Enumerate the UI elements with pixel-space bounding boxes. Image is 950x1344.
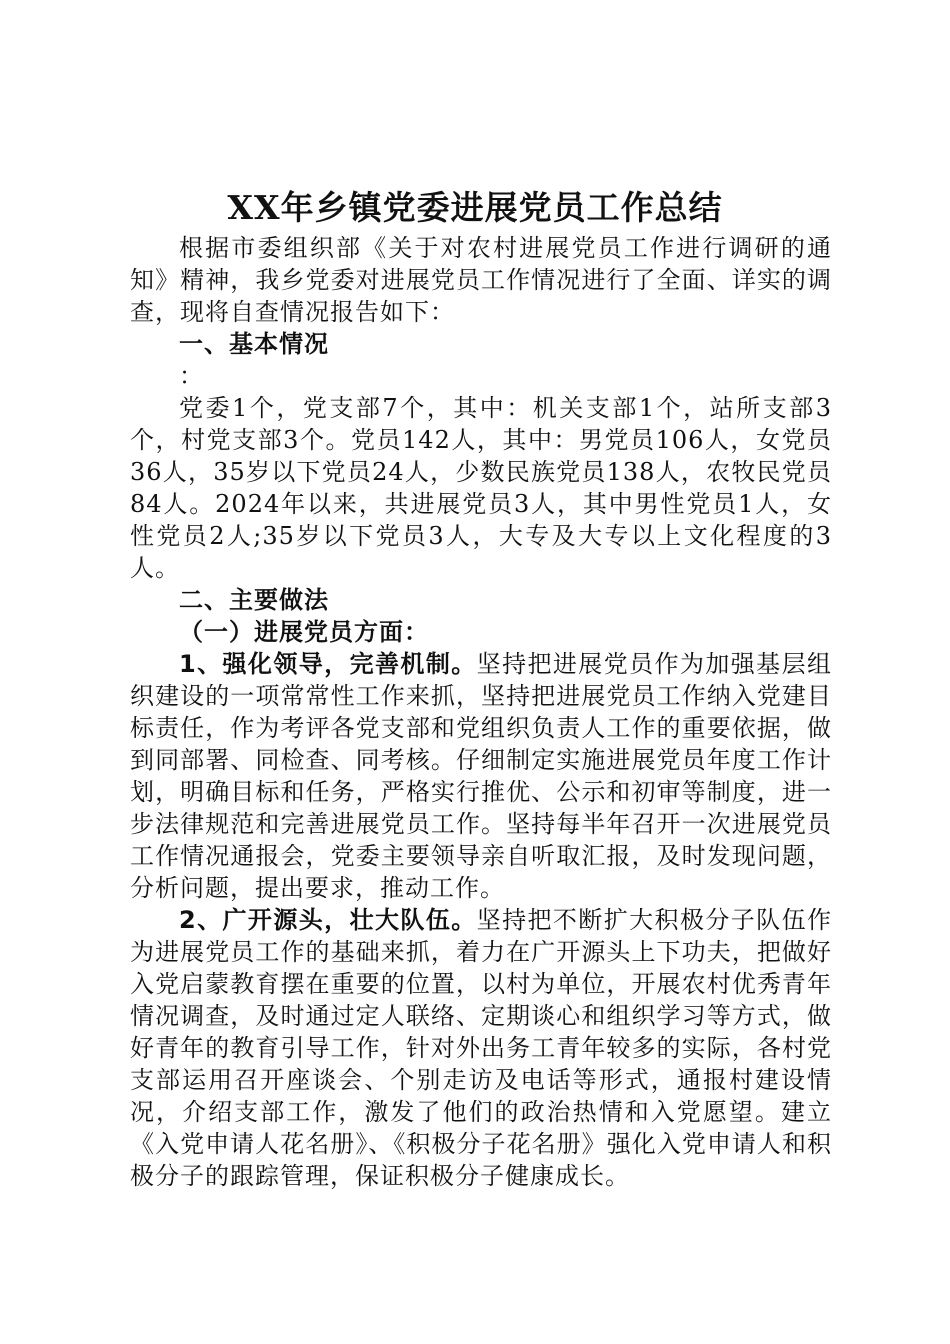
item-text-1: 坚持把进展党员作为加强基层组织建设的一项常常性工作来抓，坚持把进展党员工作纳入党建目标责任，作为考评各党支部和党组织负责人工作的重要依据，做到同部署、同检查、同考核。仔细制定实施进展党员年度工作计划，明确目标和任务，严格实行推优、公示和初审等制度，进一步法律规范和完善进展党员工作。坚持每半年召开一次进展党员工作情况通报会，党委主要领导亲自听取汇报，及时发现问题，分析问题，提出要求，推动工作。 — [130, 650, 833, 902]
section-heading-methods: 二、主要做法 — [179, 586, 329, 614]
document-body — [130, 232, 832, 1192]
item-paragraph-2 — [130, 904, 832, 1192]
item-lead-1: 1、强化领导，完善机制。 — [179, 650, 477, 678]
item-lead-2: 2、广开源头，壮大队伍。 — [179, 906, 477, 934]
section-heading-basic: 一、基本情况 — [179, 330, 329, 358]
item-paragraph-1 — [130, 648, 832, 904]
intro-paragraph: 根据市委组织部《关于对农村进展党员工作进行调研的通知》精神，我乡党委对进展党员工作情况进行了全面、详实的调查，现将自查情况报告如下： — [130, 234, 832, 326]
document-title: XX年乡镇党委进展党员工作总结 — [227, 188, 723, 227]
subsection-heading: （一）进展党员方面： — [179, 618, 429, 646]
item-text-2: 坚持把不断扩大积极分子队伍作为进展党员工作的基础来抓，着力在广开源头上下功夫，把做好入党启蒙教育摆在重要的位置，以村为单位，开展农村优秀青年情况调查，及时通过定人联络、定期谈心和组织学习等方式，做好青年的教育引导工作，针对外出务工青年较多的实际，各村党支部运用召开座谈会、个别走访及电话等形式，通报村建设情况，介绍支部工作，激发了他们的政治热情和入党愿望。建立《入党申请人花名册》、《积极分子花名册》强化入党申请人和积极分子的跟踪管理，保证积极分子健康成长。 — [130, 906, 833, 1190]
section-colon: ： — [179, 362, 204, 390]
basic-info-paragraph: 党委1个，党支部7个，其中：机关支部1个，站所支部3个，村党支部3个。党员142人，其中：男党员106人，女党员36人，35岁以下党员24人，少数民族党员138人，农牧民党员84人。2024年以来，共进展党员3人，其中男性党员1人，女性党员2人;35岁以下党员3人，大专及大专以上文化程度的3人。 — [130, 394, 832, 582]
